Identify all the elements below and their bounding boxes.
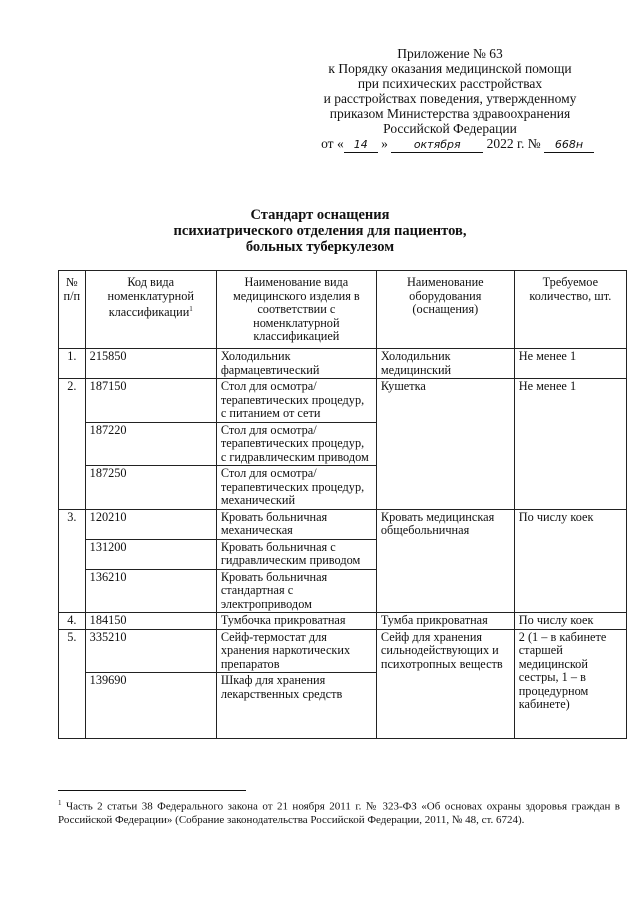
header-qty: Требуемое количество, шт. [514, 271, 626, 349]
row-device-name: Стол для осмотра/терапевтических процедур, с гидравлическим приводом [216, 422, 376, 466]
row-code: 215850 [85, 349, 216, 379]
row-code: 187250 [85, 466, 216, 510]
appendix-header [300, 46, 600, 153]
row-device-name: Тумбочка прикроватная [216, 613, 376, 630]
appendix-line-1: к Порядку оказания медицинской помощи [328, 61, 572, 76]
appendix-number: Приложение № 63 [397, 46, 503, 61]
row-num: 2. [59, 379, 86, 510]
handwritten-day: 14 [344, 137, 378, 153]
row-equipment: Кушетка [376, 379, 514, 510]
row-code: 139690 [85, 673, 216, 739]
row-code: 184150 [85, 613, 216, 630]
title-line-2: психиатрического отделения для пациентов, [173, 223, 467, 239]
row-qty: По числу коек [514, 613, 626, 630]
row-equipment: Кровать медицинская общебольничная [376, 509, 514, 613]
row-code: 335210 [85, 629, 216, 673]
row-device-name: Стол для осмотра/терапевтических процедур, механический [216, 466, 376, 510]
row-code: 131200 [85, 539, 216, 569]
table-header-row [59, 271, 627, 349]
row-qty: Не менее 1 [514, 379, 626, 510]
row-device-name: Шкаф для хранения лекарственных средств [216, 673, 376, 739]
handwritten-order-number: 668н [544, 137, 594, 153]
title-line-1: Стандарт оснащения [250, 207, 390, 223]
table-row [59, 509, 627, 539]
header-code-text: Код вида номенклатурной классификации [107, 275, 194, 320]
row-code: 120210 [85, 509, 216, 539]
header-num: № п/п [59, 271, 86, 349]
footnote-text: Часть 2 статьи 38 Федерального закона от 21 ноября 2011 г. № 323-ФЗ «Об основах охраны здоровья граждан в Российской Федерации» (Собрание законодательства Российской Федерации, 2011, № 48, ст. 6724). [58, 800, 621, 826]
row-equipment: Сейф для хранения сильнодействующих и психотропных веществ [376, 629, 514, 739]
header-equipment: Наименование оборудования (оснащения) [376, 271, 514, 349]
table-row [59, 379, 627, 423]
appendix-line-5: Российской Федерации [383, 121, 517, 136]
row-device-name: Сейф-термостат для хранения наркотических препаратов [216, 629, 376, 673]
row-device-name: Стол для осмотра/терапевтических процедур, с питанием от сети [216, 379, 376, 423]
footnote-divider [58, 790, 246, 791]
footnote [58, 797, 620, 827]
header-code [85, 271, 216, 349]
appendix-line-3: и расстройствах поведения, утвержденному [323, 91, 577, 106]
row-num: 4. [59, 613, 86, 630]
row-code: 187150 [85, 379, 216, 423]
order-date-line [300, 136, 600, 153]
row-device-name: Кровать больничная механическая [216, 509, 376, 539]
handwritten-month: октября [391, 137, 483, 153]
row-num: 1. [59, 349, 86, 379]
row-equipment: Холодильник медицинский [376, 349, 514, 379]
title-line-3: больных туберкулезом [245, 239, 395, 255]
document-title [140, 207, 500, 255]
appendix-line-4: приказом Министерства здравоохранения [329, 106, 571, 121]
footnote-mark: 1 [58, 799, 62, 807]
table-row [59, 613, 627, 630]
row-num: 3. [59, 509, 86, 613]
row-qty: 2 (1 – в кабинете старшей медицинской сестры, 1 – в процедурном кабинете) [514, 629, 626, 739]
equipment-standard-table [58, 270, 627, 739]
row-device-name: Кровать больничная с гидравлическим приводом [216, 539, 376, 569]
table-row [59, 629, 627, 673]
row-device-name: Холодильник фармацевтический [216, 349, 376, 379]
row-qty: Не менее 1 [514, 349, 626, 379]
date-mid: » [381, 136, 388, 151]
appendix-line-2: при психических расстройствах [357, 76, 543, 91]
row-qty: По числу коек [514, 509, 626, 613]
row-code: 187220 [85, 422, 216, 466]
footnote-ref: 1 [189, 305, 193, 313]
header-name: Наименование вида медицинского изделия в соответствии с номенклатурной классификацией [216, 271, 376, 349]
table-row [59, 349, 627, 379]
year-text: 2022 г. № [486, 136, 541, 151]
date-prefix: от « [321, 136, 344, 151]
row-equipment: Тумба прикроватная [376, 613, 514, 630]
row-device-name: Кровать больничная стандартная с электроприводом [216, 569, 376, 613]
row-code: 136210 [85, 569, 216, 613]
row-num: 5. [59, 629, 86, 739]
